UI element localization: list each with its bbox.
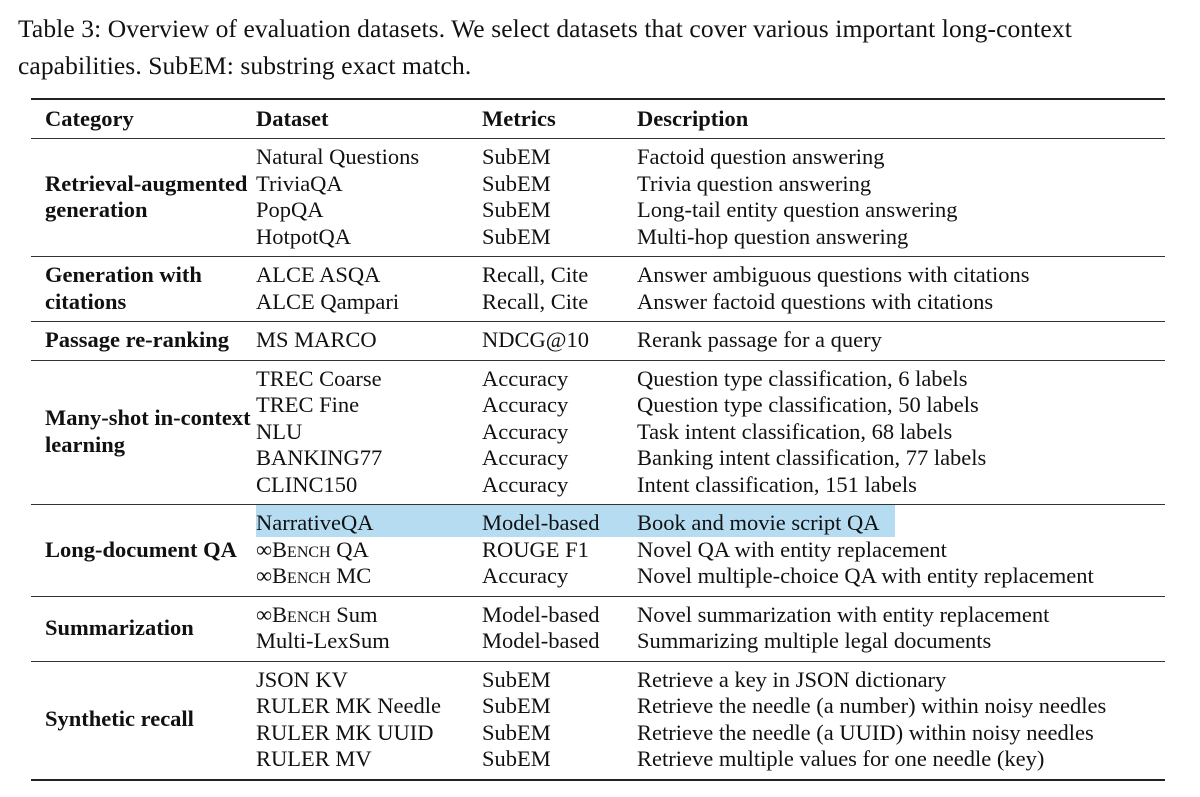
metric-cell: Accuracy [482,563,569,588]
table-row [31,322,1165,361]
metric-cell: Recall, Cite [482,262,589,287]
dataset-cell: TriviaQA [256,170,343,196]
description-cell: Long-tail entity question answering [637,197,958,222]
description-cell: Retrieve a key in JSON dictionary [637,666,947,692]
description-cell: Trivia question answering [637,170,872,196]
description-cell: Answer factoid questions with citations [637,288,994,314]
metric-cell: SubEM [482,223,551,249]
category-group [31,257,1165,322]
table-caption: Table 3: Overview of evaluation datasets. We select datasets that cover various important long-context capabilities. SubEM: substring exact match. [18,14,1072,80]
description-cell: Banking intent classification, 77 labels [637,445,987,470]
category-group [31,596,1165,661]
metric-cell: Model-based [482,601,600,627]
category-cell: Passage re-ranking [45,327,229,352]
datasets-table [31,98,1165,781]
dataset-cell: Natural Questions [256,144,420,169]
dataset-cell: NarrativeQA [256,505,482,537]
metric-cell: SubEM [482,693,551,718]
description-cell: Book and movie script QA [637,505,1165,537]
category-cell: Retrieval-augmented generation [45,170,248,222]
description-cell: Task intent classification, 68 labels [637,418,953,444]
table-row [31,505,1165,537]
header-dataset: Dataset [256,106,329,131]
dataset-cell: ALCE ASQA [256,262,381,287]
dataset-cell: MS MARCO [256,327,377,352]
category-cell: Many-shot in-context learning [45,405,251,457]
description-cell: Question type classification, 50 labels [637,392,979,417]
dataset-cell: BANKING77 [256,445,383,470]
metric-cell: Model-based [482,505,637,537]
metric-cell: Accuracy [482,392,569,417]
category-cell: Long-document QA [45,536,237,562]
table-row [31,360,1165,392]
description-cell: Rerank passage for a query [637,327,882,352]
description-cell: Multi-hop question answering [637,223,909,249]
dataset-cell: CLINC150 [256,471,358,497]
dataset-cell: ∞Bench QA [256,536,369,562]
dataset-cell: RULER MK UUID [256,719,434,745]
metric-cell: Accuracy [482,365,569,391]
description-cell: Retrieve multiple values for one needle (key) [637,746,1045,771]
metric-cell: NDCG@10 [482,327,589,352]
table-header [31,99,1165,139]
description-cell: Novel QA with entity replacement [637,536,947,562]
description-cell: Novel multiple-choice QA with entity replacement [637,563,1094,588]
dataset-cell: NLU [256,418,303,444]
metric-cell: Accuracy [482,445,569,470]
category-cell: Generation with citations [45,262,202,314]
description-cell: Novel summarization with entity replacement [637,601,1050,627]
table-row [31,596,1165,628]
metric-cell: Model-based [482,628,600,653]
description-cell: Retrieve the needle (a UUID) within noisy needles [637,719,1094,745]
metric-cell: SubEM [482,666,551,692]
description-cell: Retrieve the needle (a number) within noisy needles [637,693,1107,718]
dataset-cell: RULER MK Needle [256,693,441,718]
description-cell: Factoid question answering [637,144,885,169]
dataset-cell: Multi-LexSum [256,628,390,653]
header-category: Category [45,106,134,131]
header-metrics: Metrics [482,106,556,131]
description-cell: Summarizing multiple legal documents [637,628,992,653]
dataset-cell: ∞Bench Sum [256,601,378,627]
dataset-cell: TREC Coarse [256,365,382,391]
category-cell: Synthetic recall [45,706,194,732]
datasets-table-container [31,98,1165,781]
metric-cell: SubEM [482,197,551,222]
dataset-cell: JSON KV [256,666,348,692]
table-row [31,139,1165,171]
category-group [31,322,1165,361]
dataset-cell: TREC Fine [256,392,360,417]
header-description: Description [637,106,749,131]
metric-cell: Recall, Cite [482,288,589,314]
dataset-cell: RULER MV [256,746,372,771]
dataset-cell: PopQA [256,197,324,222]
description-cell: Intent classification, 151 labels [637,471,917,497]
metric-cell: Accuracy [482,471,569,497]
dataset-cell: ALCE Qampari [256,288,400,314]
metric-cell: Accuracy [482,418,569,444]
description-cell: Question type classification, 6 labels [637,365,968,391]
category-group [31,139,1165,257]
category-cell: Summarization [45,614,194,640]
metric-cell: ROUGE F1 [482,536,589,562]
metric-cell: SubEM [482,746,551,771]
description-cell: Answer ambiguous questions with citations [637,262,1030,287]
category-group [31,661,1165,780]
metric-cell: SubEM [482,719,551,745]
metric-cell: SubEM [482,170,551,196]
table-row [31,257,1165,289]
category-group [31,360,1165,505]
metric-cell: SubEM [482,144,551,169]
category-group [31,505,1165,597]
table-row [31,661,1165,693]
dataset-cell: ∞Bench MC [256,563,372,588]
dataset-cell: HotpotQA [256,223,351,249]
